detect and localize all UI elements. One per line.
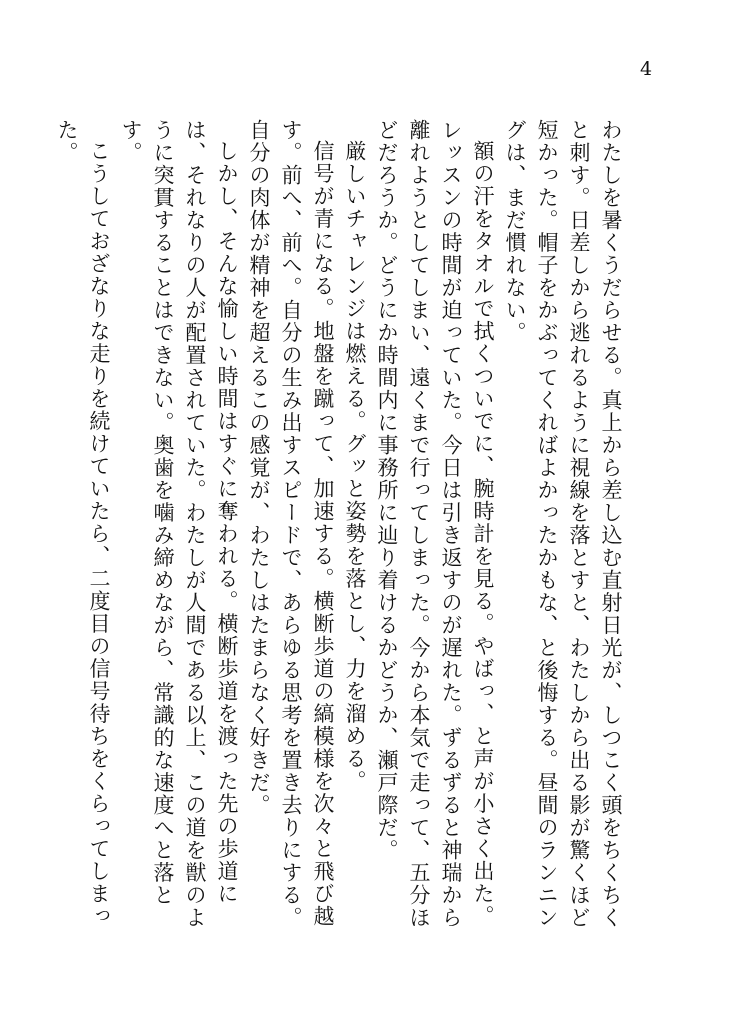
paragraph-3: 厳しいチャレンジは燃える。グッと姿勢を落とし、力を溜める。 <box>343 140 367 793</box>
paragraph-6: こうしておざなりな走りを続けていたら、二度目の信号待ちをくらってしまった。 <box>55 119 111 928</box>
paragraph-1: わたしを暑くうだらせる。真上から差し込む直射日光が、しつこく頭をちくちくと刺す。日差しから逃れるように視線を落とすと、わたしから出る影が驚くほど短かった。帽子をかぶってくればよかったかもな、と後悔する。昼間のランニングは、まだ慣れない。 <box>503 119 623 929</box>
paragraph-5: しかし、そんな愉しい時間はすぐに奪われる。横断歩道を渡った先の歩道には、それなりの人が配置されていた。わたしが人間である以上、この道を獣のように突貫することはできない。奥歯を噛み締めながら、常識的な速度へと落とす。 <box>119 119 239 929</box>
paragraph-4: 信号が青になる。地盤を蹴って、加速する。横断歩道の縞模様を次々と飛び越す。前へ、前へ。自分の生み出すスピードで、あらゆる思考を置き去りにする。自分の肉体が精神を超えるこの感覚が、わたしはたまらなく好きだ。 <box>247 119 335 929</box>
paragraph-2: 額の汗をタオルで拭くついでに、腕時計を見る。やばっ、と声が小さく出た。レッスンの時間が迫っていた。今日は引き返すのが遅れた。ずるずると神瑞から離れようとしてしまい、遠くまで行ってしまった。今から本気で走って、五分ほどだろうか。どうにか時間内に事務所に辿り着けるかどうか、瀬戸際だ。 <box>375 119 495 929</box>
body-text <box>55 119 627 939</box>
page-number: 4 <box>639 58 653 80</box>
